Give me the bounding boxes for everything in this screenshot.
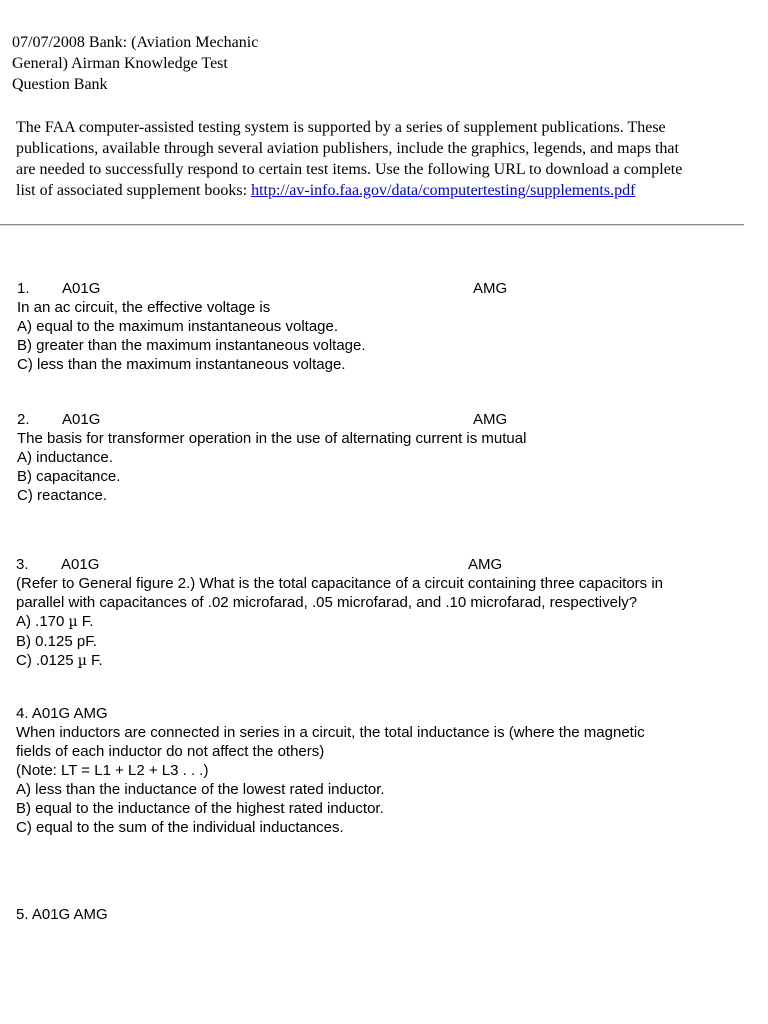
micro-symbol: µ	[77, 653, 87, 669]
question-code: A01G	[61, 556, 100, 573]
question-5	[16, 905, 756, 924]
question-number: 2.	[17, 411, 30, 428]
title-line: 07/07/2008 Bank: (Aviation Mechanic	[12, 34, 259, 51]
supplements-link[interactable]: http://av-info.faa.gov/data/computertesting/supplements.pdf	[251, 182, 636, 199]
answer-unit: F.	[86, 652, 103, 669]
question-text: fields of each inductor do not affect the others)	[16, 743, 325, 760]
document-title	[12, 32, 372, 95]
answer-b: B) capacitance.	[17, 468, 121, 485]
question-category: AMG	[473, 280, 508, 297]
question-text: When inductors are connected in series in a circuit, the total inductance is (where the magnetic	[16, 724, 645, 741]
answer-a: A) less than the inductance of the lowest rated inductor.	[16, 781, 385, 798]
question-header: 4. A01G AMG	[16, 705, 108, 722]
question-header	[17, 279, 757, 298]
question-text: (Refer to General figure 2.) What is the total capacitance of a circuit containing three capacitors in	[16, 575, 663, 592]
intro-line: are needed to successfully respond to certain test items. Use the following URL to download a complete	[16, 161, 683, 178]
question-text: The basis for transformer operation in the use of alternating current is mutual	[17, 430, 527, 447]
answer-a: A) equal to the maximum instantaneous voltage.	[17, 318, 339, 335]
answer-b: B) greater than the maximum instantaneous voltage.	[17, 337, 366, 354]
title-line: General) Airman Knowledge Test	[12, 55, 228, 72]
answer-a	[16, 612, 756, 632]
answer-c: C) reactance.	[17, 487, 108, 504]
question-2	[17, 410, 757, 505]
question-number: 3.	[16, 556, 29, 573]
question-header: 5. A01G AMG	[16, 906, 108, 923]
question-header	[17, 410, 757, 429]
answer-b: B) equal to the inductance of the highest rated inductor.	[16, 800, 384, 817]
question-4	[16, 704, 756, 837]
intro-paragraph	[16, 117, 758, 201]
answer-b: B) 0.125 pF.	[16, 633, 97, 650]
intro-line	[16, 180, 758, 201]
intro-link-prefix: list of associated supplement books:	[16, 182, 252, 199]
question-note: (Note: LT = L1 + L2 + L3 . . .)	[16, 762, 209, 779]
question-text: parallel with capacitances of .02 microfarad, .05 microfarad, and .10 microfarad, respectively?	[16, 594, 638, 611]
answer-c: C) less than the maximum instantaneous voltage.	[17, 356, 346, 373]
question-category: AMG	[473, 411, 508, 428]
intro-line: publications, available through several aviation publishers, include the graphics, legends, and maps that	[16, 140, 679, 157]
answer-unit: F.	[77, 613, 94, 630]
micro-symbol: µ	[68, 614, 78, 630]
answer-c: C) equal to the sum of the individual inductances.	[16, 819, 344, 836]
question-text: In an ac circuit, the effective voltage is	[17, 299, 271, 316]
question-code: A01G	[62, 280, 101, 297]
question-number: 1.	[17, 280, 30, 297]
answer-text: C) .0125	[16, 652, 78, 669]
question-code: A01G	[62, 411, 101, 428]
answer-text: A) .170	[16, 613, 69, 630]
intro-line: The FAA computer-assisted testing system is supported by a series of supplement publications. These	[16, 119, 666, 136]
question-3	[16, 555, 756, 671]
title-line: Question Bank	[12, 76, 108, 93]
horizontal-rule	[0, 224, 744, 226]
question-1	[17, 279, 757, 374]
question-header	[16, 555, 756, 574]
answer-a: A) inductance.	[17, 449, 113, 466]
question-category: AMG	[468, 556, 503, 573]
answer-c	[16, 651, 756, 671]
